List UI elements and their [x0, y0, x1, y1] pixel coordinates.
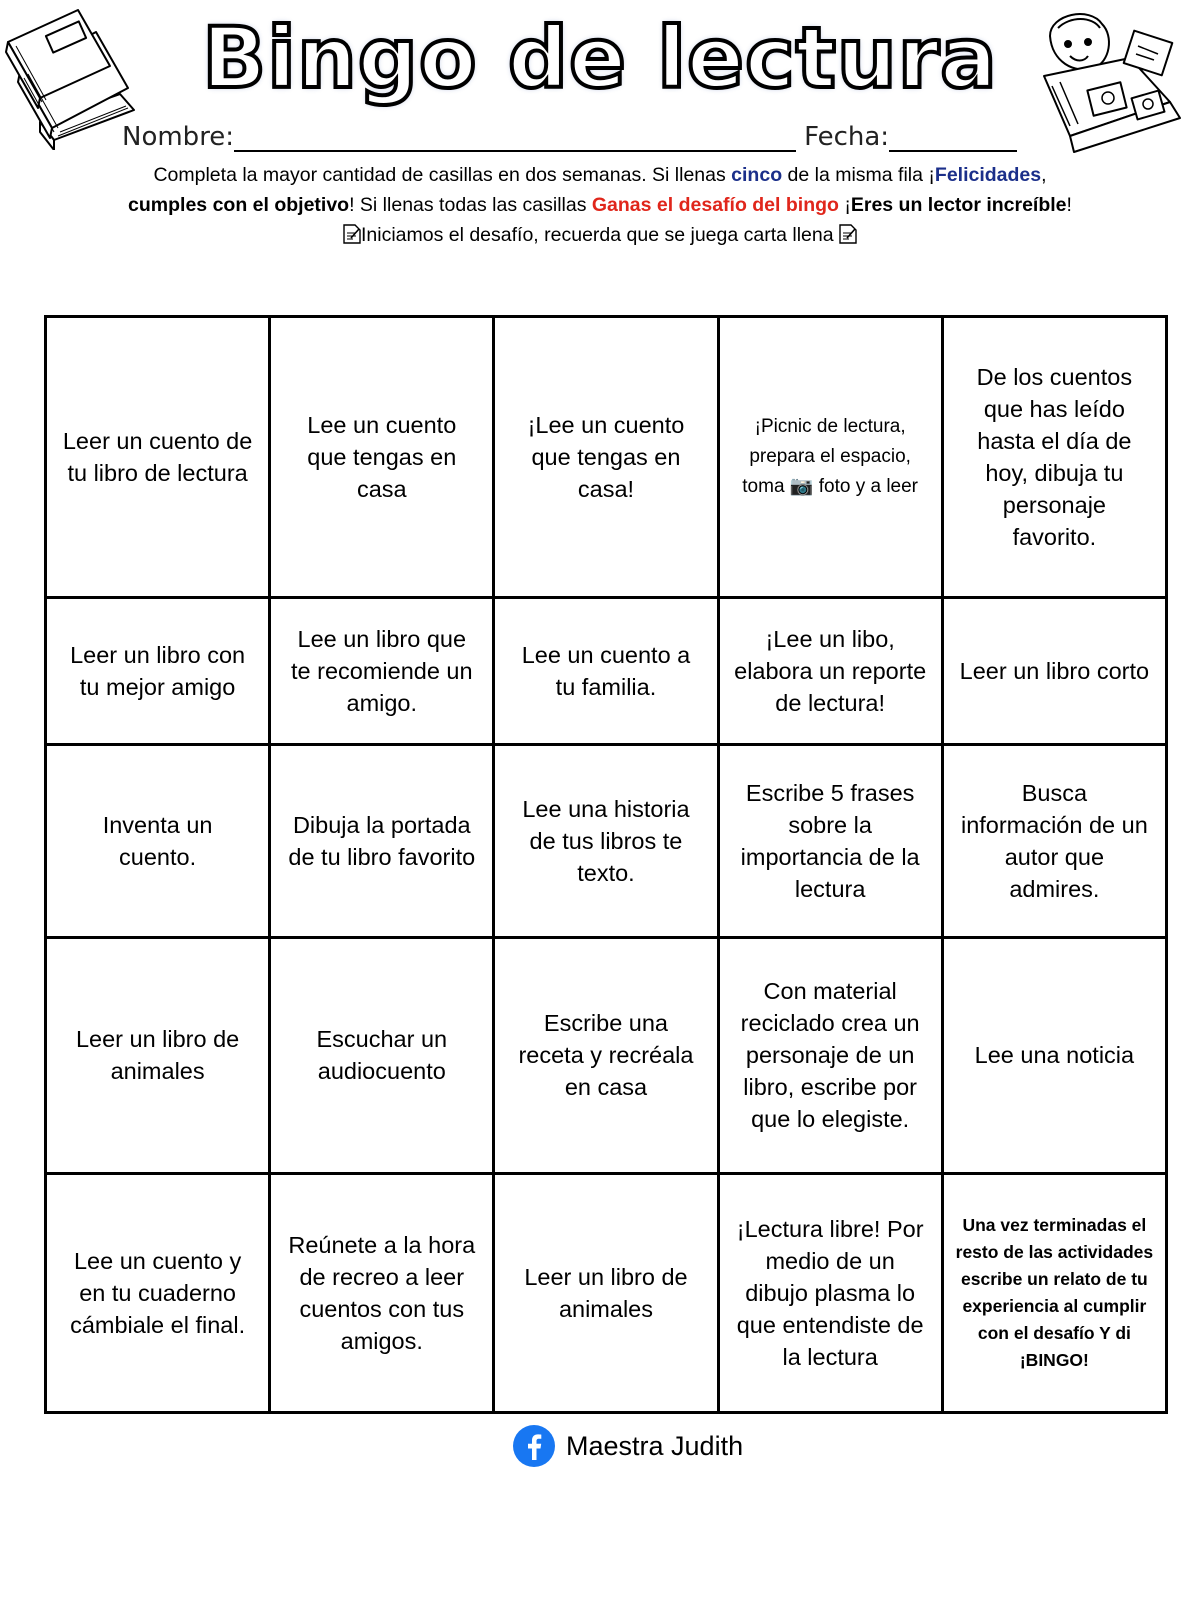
bingo-cell[interactable]: ¡Lee un libo, elabora un reporte de lectura! [718, 597, 942, 745]
date-label: Fecha: [804, 122, 890, 152]
bingo-cell[interactable]: Dibuja la portada de tu libro favorito [270, 745, 494, 937]
bingo-row-2 [46, 597, 1167, 745]
bingo-cell[interactable]: ¡Lee un cuento que tengas en casa! [494, 317, 718, 598]
bingo-cell[interactable]: Leer un libro con tu mejor amigo [46, 597, 270, 745]
bingo-cell[interactable]: Lee una historia de tus libros te texto. [494, 745, 718, 937]
bingo-cell[interactable]: Leer un libro de animales [494, 1173, 718, 1412]
bingo-cell[interactable]: Escuchar un audiocuento [270, 937, 494, 1173]
name-date-row [122, 122, 1042, 152]
footer-credit [512, 1424, 743, 1468]
bingo-cell[interactable]: Lee un cuento y en tu cuaderno cámbiale el final. [46, 1173, 270, 1412]
name-field[interactable] [234, 126, 796, 152]
instructions-line-2: cumples con el objetivo! Si llenas todas las casillas Ganas el desafío del bingo ¡Eres un lector increíble! [128, 194, 1072, 216]
bingo-row-4 [46, 937, 1167, 1173]
bingo-cell[interactable]: Lee un cuento a tu familia. [494, 597, 718, 745]
bingo-cell[interactable]: Lee una noticia [942, 937, 1166, 1173]
bingo-cell[interactable]: ¡Picnic de lectura, prepara el espacio, toma 📷 foto y a leer [718, 317, 942, 598]
bingo-board [44, 315, 1168, 1414]
date-field[interactable] [889, 126, 1017, 152]
instructions [60, 160, 1140, 250]
bingo-cell[interactable]: Leer un libro corto [942, 597, 1166, 745]
bingo-cell[interactable]: Leer un libro de animales [46, 937, 270, 1173]
bingo-row-1 [46, 317, 1167, 598]
memo-icon [343, 224, 361, 244]
author-name: Maestra Judith [566, 1430, 744, 1461]
instructions-line-1: Completa la mayor cantidad de casillas en dos semanas. Si llenas cinco de la misma fila ¡Felicidades, [153, 164, 1047, 186]
bingo-cell[interactable]: ¡Lectura libre! Por medio de un dibujo plasma lo que entendiste de la lectura [718, 1173, 942, 1412]
bingo-row-3 [46, 745, 1167, 937]
bingo-cell[interactable]: Con material reciclado crea un personaje de un libro, escribe por que lo elegiste. [718, 937, 942, 1173]
bingo-cell[interactable]: Reúnete a la hora de recreo a leer cuentos con tus amigos. [270, 1173, 494, 1412]
bingo-cell[interactable]: Escribe una receta y recréala en casa [494, 937, 718, 1173]
facebook-icon[interactable] [512, 1424, 556, 1468]
instructions-line-3: Iniciamos el desafío, recuerda que se juega carta llena [60, 220, 1140, 250]
name-label: Nombre: [122, 122, 235, 152]
bingo-cell[interactable]: Inventa un cuento. [46, 745, 270, 937]
bingo-cell[interactable]: Leer un cuento de tu libro de lectura [46, 317, 270, 598]
bingo-cell[interactable]: Lee un cuento que tengas en casa [270, 317, 494, 598]
girl-reading-illustration [1030, 6, 1200, 166]
bingo-cell[interactable]: Escribe 5 frases sobre la importancia de la lectura [718, 745, 942, 937]
bingo-row-5 [46, 1173, 1167, 1412]
bingo-cell[interactable]: Busca información de un autor que admires. [942, 745, 1166, 937]
bingo-cell[interactable]: Una vez terminadas el resto de las actividades escribe un relato de tu experiencia al cumplir con el desafío Y di ¡BINGO! [942, 1173, 1166, 1412]
memo-icon [839, 224, 857, 244]
bingo-cell[interactable]: De los cuentos que has leído hasta el día de hoy, dibuja tu personaje favorito. [942, 317, 1166, 598]
bingo-cell[interactable]: Lee un libro que te recomiende un amigo. [270, 597, 494, 745]
page-title: Bingo de lectura [202, 9, 998, 107]
